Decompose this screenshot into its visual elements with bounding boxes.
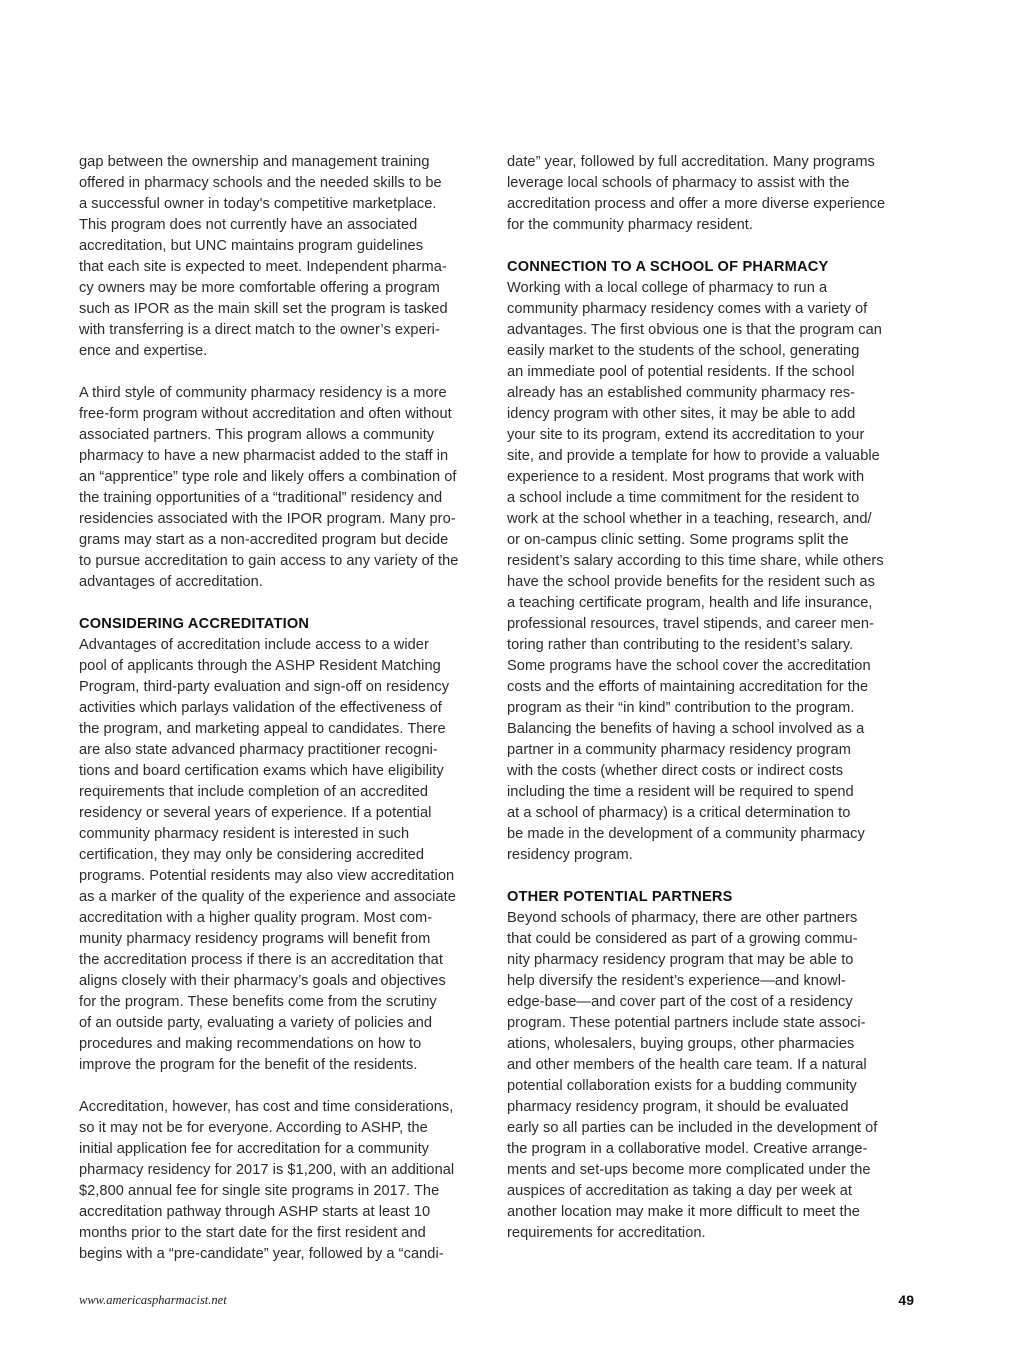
text-line: ments and set-ups become more complicated under the bbox=[507, 1162, 871, 1178]
text-line: partner in a community pharmacy residency program bbox=[507, 742, 851, 758]
text-line: the program, and marketing appeal to candidates. There bbox=[79, 721, 446, 737]
text-line: residencies associated with the IPOR program. Many pro- bbox=[79, 511, 456, 527]
text-line: help diversify the resident’s experience—and knowl- bbox=[507, 973, 846, 989]
text-line: procedures and making recommendations on how to bbox=[79, 1036, 422, 1052]
text-line: early so all parties can be included in the development of bbox=[507, 1120, 878, 1136]
paragraph-gap bbox=[79, 1076, 489, 1097]
text-line: with the costs (whether direct costs or indirect costs bbox=[507, 763, 844, 779]
text-line: work at the school whether in a teaching, research, and/ bbox=[507, 511, 872, 527]
text-line: an “apprentice” type role and likely offers a combination of bbox=[79, 469, 457, 485]
text-line: advantages of accreditation. bbox=[79, 574, 263, 590]
text-line: another location may make it more difficult to meet the bbox=[507, 1204, 860, 1220]
text-line: programs. Potential residents may also view accreditation bbox=[79, 868, 455, 884]
text-line: accreditation with a higher quality program. Most com- bbox=[79, 910, 433, 926]
text-line: tions and board certification exams which have eligibility bbox=[79, 763, 444, 779]
text-line: and other members of the health care team. If a natural bbox=[507, 1057, 867, 1073]
text-line: residency program. bbox=[507, 847, 633, 863]
text-line: community pharmacy residency comes with a variety of bbox=[507, 301, 868, 317]
text-line: cy owners may be more comfortable offering a program bbox=[79, 280, 440, 296]
text-line: site, and provide a template for how to provide a valuable bbox=[507, 448, 880, 464]
paragraph bbox=[79, 152, 489, 362]
text-line: pharmacy to have a new pharmacist added to the staff in bbox=[79, 448, 449, 464]
text-line: Some programs have the school cover the accreditation bbox=[507, 658, 871, 674]
text-line: pool of applicants through the ASHP Resident Matching bbox=[79, 658, 441, 674]
text-line: community pharmacy resident is interested in such bbox=[79, 826, 410, 842]
text-line: professional resources, travel stipends, and career men- bbox=[507, 616, 875, 632]
page-number: 49 bbox=[898, 1292, 914, 1308]
text-line: nity pharmacy residency program that may be able to bbox=[507, 952, 854, 968]
text-line: advantages. The first obvious one is that the program can bbox=[507, 322, 882, 338]
text-line: the program in a collaborative model. Creative arrange- bbox=[507, 1141, 868, 1157]
text-line: of an outside party, evaluating a variety of policies and bbox=[79, 1015, 433, 1031]
text-line: the training opportunities of a “traditional” residency and bbox=[79, 490, 443, 506]
text-line: Advantages of accreditation include access to a wider bbox=[79, 637, 429, 653]
text-line: your site to its program, extend its accreditation to your bbox=[507, 427, 865, 443]
text-line: the accreditation process if there is an accreditation that bbox=[79, 952, 443, 968]
text-line: with transferring is a direct match to the owner’s experi- bbox=[79, 322, 440, 338]
text-line: requirements that include completion of an accredited bbox=[79, 784, 429, 800]
text-line: aligns closely with their pharmacy’s goals and objectives bbox=[79, 973, 446, 989]
section-heading: OTHER POTENTIAL PARTNERS bbox=[507, 889, 733, 905]
text-line: date” year, followed by full accreditation. Many programs bbox=[507, 154, 875, 170]
text-line: improve the program for the benefit of the residents. bbox=[79, 1057, 418, 1073]
text-line: program. These potential partners include state associ- bbox=[507, 1015, 866, 1031]
paragraph bbox=[79, 635, 489, 1076]
text-line: This program does not currently have an associated bbox=[79, 217, 418, 233]
left-column bbox=[79, 152, 489, 1265]
text-line: Working with a local college of pharmacy to run a bbox=[507, 280, 828, 296]
text-line: a teaching certificate program, health and life insurance, bbox=[507, 595, 873, 611]
right-column bbox=[507, 152, 921, 1244]
paragraph-gap bbox=[507, 866, 921, 887]
text-line: offered in pharmacy schools and the needed skills to be bbox=[79, 175, 442, 191]
text-line: to pursue accreditation to gain access to any variety of the bbox=[79, 553, 459, 569]
text-line: begins with a “pre-candidate” year, followed by a “candi- bbox=[79, 1246, 444, 1262]
text-line: ence and expertise. bbox=[79, 343, 208, 359]
text-line: for the community pharmacy resident. bbox=[507, 217, 753, 233]
text-line: a successful owner in today's competitive marketplace. bbox=[79, 196, 437, 212]
text-line: that could be considered as part of a growing commu- bbox=[507, 931, 858, 947]
text-line: activities which parlays validation of the effectiveness of bbox=[79, 700, 442, 716]
text-line: gap between the ownership and management training bbox=[79, 154, 430, 170]
paragraph bbox=[507, 152, 921, 236]
text-line: easily market to the students of the school, generating bbox=[507, 343, 860, 359]
text-line: idency program with other sites, it may be able to add bbox=[507, 406, 856, 422]
text-line: months prior to the start date for the first resident and bbox=[79, 1225, 426, 1241]
paragraph-gap bbox=[507, 236, 921, 257]
text-line: for the program. These benefits come from the scrutiny bbox=[79, 994, 437, 1010]
text-line: initial application fee for accreditation for a community bbox=[79, 1141, 430, 1157]
text-line: A third style of community pharmacy residency is a more bbox=[79, 385, 447, 401]
text-line: Balancing the benefits of having a school involved as a bbox=[507, 721, 865, 737]
text-line: including the time a resident will be required to spend bbox=[507, 784, 854, 800]
text-line: that each site is expected to meet. Independent pharma- bbox=[79, 259, 447, 275]
text-line: ations, wholesalers, buying groups, other pharmacies bbox=[507, 1036, 855, 1052]
text-line: such as IPOR as the main skill set the program is tasked bbox=[79, 301, 448, 317]
text-line: Accreditation, however, has cost and time considerations, bbox=[79, 1099, 454, 1115]
text-line: so it may not be for everyone. According to ASHP, the bbox=[79, 1120, 428, 1136]
text-line: or on-campus clinic setting. Some programs split the bbox=[507, 532, 849, 548]
text-line: Beyond schools of pharmacy, there are other partners bbox=[507, 910, 858, 926]
text-line: residency or several years of experience. If a potential bbox=[79, 805, 432, 821]
text-line: accreditation pathway through ASHP starts at least 10 bbox=[79, 1204, 431, 1220]
text-line: be made in the development of a community pharmacy bbox=[507, 826, 865, 842]
text-line: resident’s salary according to this time share, while others bbox=[507, 553, 884, 569]
text-line: as a marker of the quality of the experience and associate bbox=[79, 889, 456, 905]
paragraph bbox=[79, 1097, 489, 1265]
text-line: associated partners. This program allows a community bbox=[79, 427, 435, 443]
text-line: auspices of accreditation as taking a day per week at bbox=[507, 1183, 852, 1199]
paragraph bbox=[507, 278, 921, 866]
section-heading: CONSIDERING ACCREDITATION bbox=[79, 616, 310, 632]
text-line: potential collaboration exists for a budding community bbox=[507, 1078, 857, 1094]
text-line: an immediate pool of potential residents. If the school bbox=[507, 364, 855, 380]
text-line: pharmacy residency for 2017 is $1,200, with an additional bbox=[79, 1162, 455, 1178]
text-line: at a school of pharmacy) is a critical determination to bbox=[507, 805, 851, 821]
text-line: costs and the efforts of maintaining accreditation for the bbox=[507, 679, 869, 695]
paragraph bbox=[507, 908, 921, 1244]
text-line: experience to a resident. Most programs that work with bbox=[507, 469, 865, 485]
text-line: Program, third-party evaluation and sign-off on residency bbox=[79, 679, 450, 695]
paragraph-gap bbox=[79, 593, 489, 614]
text-line: edge-base—and cover part of the cost of a residency bbox=[507, 994, 853, 1010]
text-line: program as their “in kind” contribution to the program. bbox=[507, 700, 855, 716]
text-line: leverage local schools of pharmacy to assist with the bbox=[507, 175, 850, 191]
text-line: certification, they may only be considering accredited bbox=[79, 847, 425, 863]
footer-url: www.americaspharmacist.net bbox=[79, 1293, 227, 1307]
section-heading: CONNECTION TO A SCHOOL OF PHARMACY bbox=[507, 259, 829, 275]
text-line: accreditation, but UNC maintains program guidelines bbox=[79, 238, 424, 254]
text-line: munity pharmacy residency programs will benefit from bbox=[79, 931, 431, 947]
text-line: toring rather than contributing to the resident’s salary. bbox=[507, 637, 854, 653]
text-line: $2,800 annual fee for single site programs in 2017. The bbox=[79, 1183, 440, 1199]
text-line: requirements for accreditation. bbox=[507, 1225, 706, 1241]
text-line: are also state advanced pharmacy practitioner recogni- bbox=[79, 742, 438, 758]
text-line: pharmacy residency program, it should be evaluated bbox=[507, 1099, 849, 1115]
text-line: have the school provide benefits for the resident such as bbox=[507, 574, 875, 590]
text-line: already has an established community pharmacy res- bbox=[507, 385, 856, 401]
text-line: free-form program without accreditation and often without bbox=[79, 406, 452, 422]
paragraph-gap bbox=[79, 362, 489, 383]
text-line: grams may start as a non-accredited program but decide bbox=[79, 532, 449, 548]
paragraph bbox=[79, 383, 489, 593]
text-line: accreditation process and offer a more diverse experience bbox=[507, 196, 886, 212]
text-line: a school include a time commitment for the resident to bbox=[507, 490, 860, 506]
